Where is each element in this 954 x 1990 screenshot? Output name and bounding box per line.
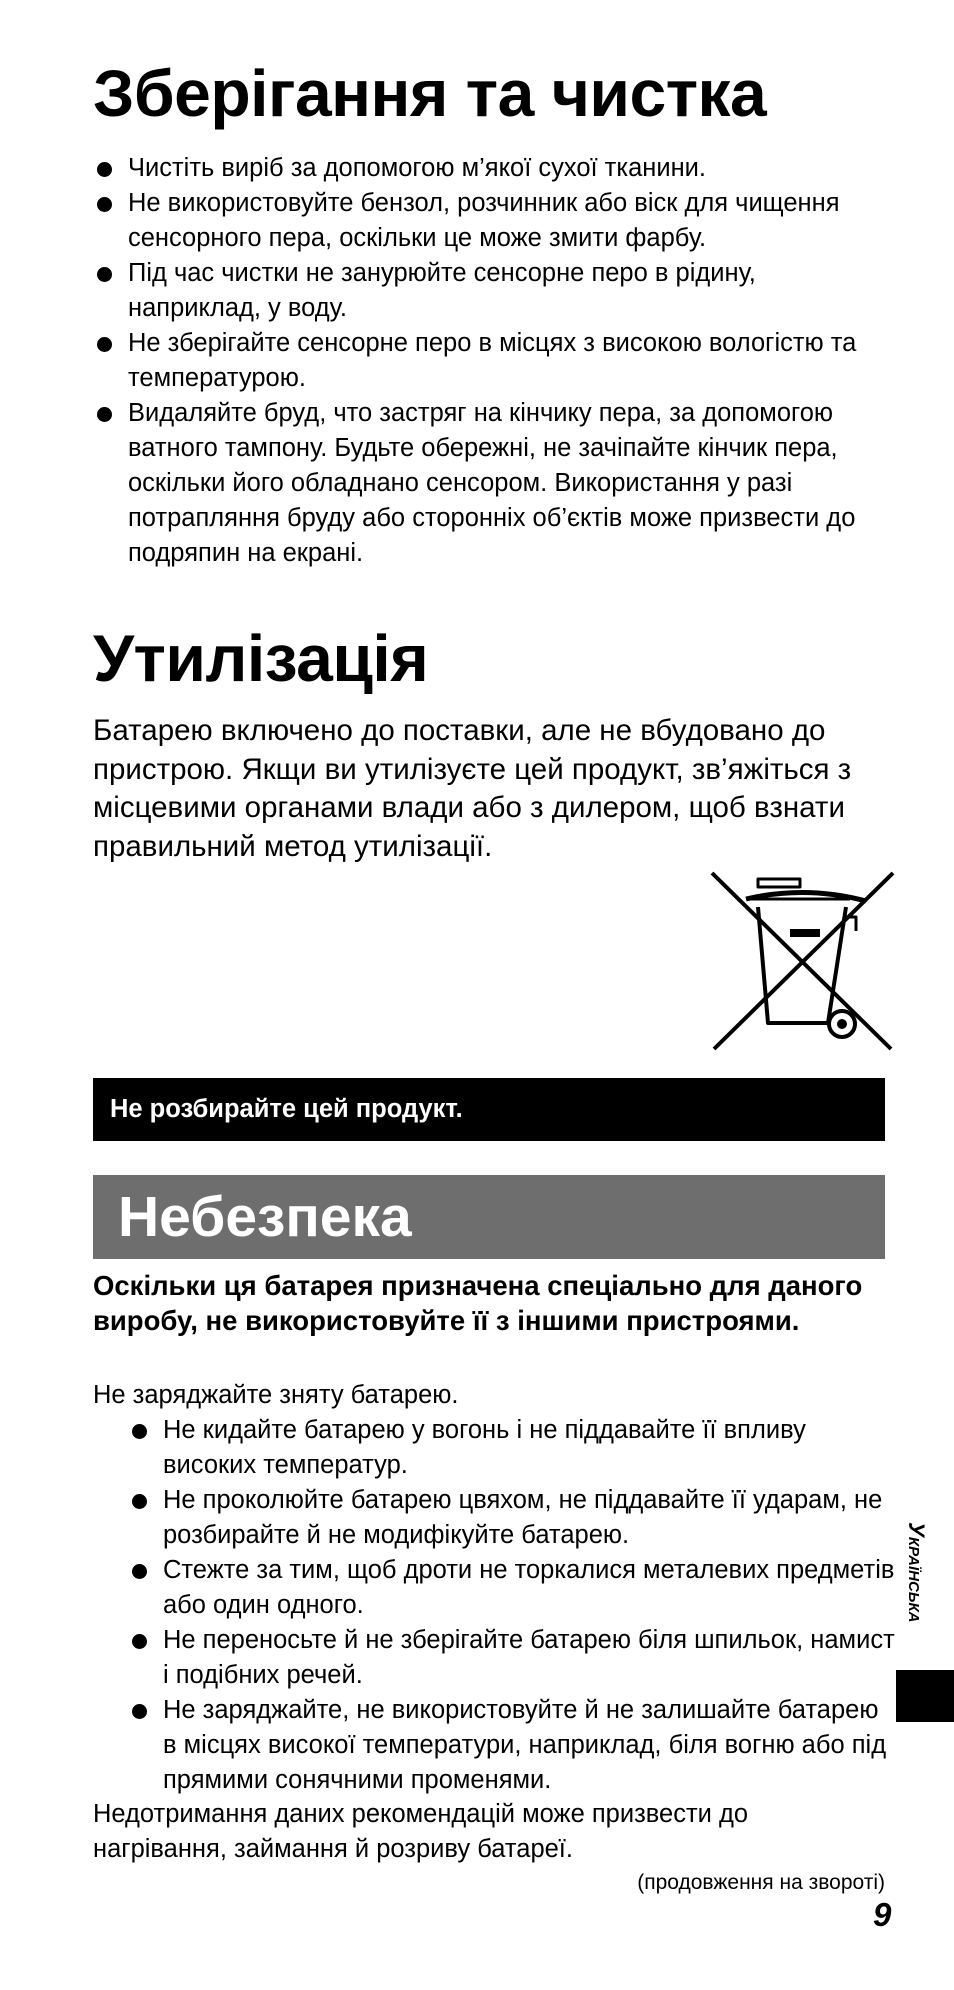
list-item: Не кидайте батарею у вогонь і не піддавайте її впливу високих температур. xyxy=(128,1413,898,1483)
crossed-out-wheelie-bin-icon xyxy=(710,869,895,1051)
continued-note: (продовження на звороті) xyxy=(637,1871,885,1894)
storage-list xyxy=(93,151,885,571)
danger-heading: Небезпека xyxy=(93,1175,885,1259)
disposal-heading: Утилізація xyxy=(93,621,429,695)
danger-footer: Недотримання даних рекомендацій може призвести до нагрівання, займання й розриву батареї. xyxy=(93,1800,749,1863)
side-tab-marker xyxy=(896,1670,954,1722)
list-item: Не переносьте й не зберігайте батарею біля шпильок, намист і подібних речей. xyxy=(128,1623,898,1693)
page-number: 9 xyxy=(873,1896,892,1933)
list-item: Не проколюйте батарею цвяхом, не піддавайте її ударам, не розбирайте й не модифікуйте батарею. xyxy=(128,1483,898,1553)
list-item: Не використовуйте бензол, розчинник або віск для чищення сенсорного пера, оскільки це може змити фарбу. xyxy=(93,186,885,256)
danger-intro: Не заряджайте зняту батарею. xyxy=(93,1381,459,1409)
list-item: Не заряджайте, не використовуйте й не залишайте батарею в місцях високої температури, наприклад, біля вогню або під прямими сонячними променями. xyxy=(128,1693,898,1798)
list-item: Не зберігайте сенсорне перо в місцях з високою вологістю та температурою. xyxy=(93,326,885,396)
storage-heading: Зберігання та чистка xyxy=(93,56,767,130)
warning-bar: Не розбирайте цей продукт. xyxy=(93,1078,885,1141)
danger-list xyxy=(128,1413,898,1798)
list-item: Стежте за тим, щоб дроти не торкалися металевих предметів або один одного. xyxy=(128,1553,898,1623)
list-item: Під час чистки не занурюйте сенсорне перо в рідину, наприклад, у воду. xyxy=(93,256,885,326)
list-item: Чистіть виріб за допомогою м’якої сухої тканини. xyxy=(93,151,885,186)
disposal-text: Батарею включено до поставки, але не вбудовано до пристрою. Якщи ви утилізуєте цей продукт, зв’яжіться з місцевими органами влади або з дилером, щоб взнати правильний метод утилізації. xyxy=(93,714,852,863)
danger-bold-text: Оскільки ця батарея призначена спеціально для даного виробу, не використовуйте її з іншими пристроями. xyxy=(93,1270,863,1336)
list-item: Видаляйте бруд, что застряг на кінчику пера, за допомогою ватного тампону. Будьте обережні, не зачіпайте кінчик пера, оскільки його обладнано сенсором. Використання у разі потрапляння бруду або сторонніх об’єктів може призвести до подряпин на екрані. xyxy=(93,396,885,571)
side-language-text: Українська xyxy=(904,1522,929,1623)
